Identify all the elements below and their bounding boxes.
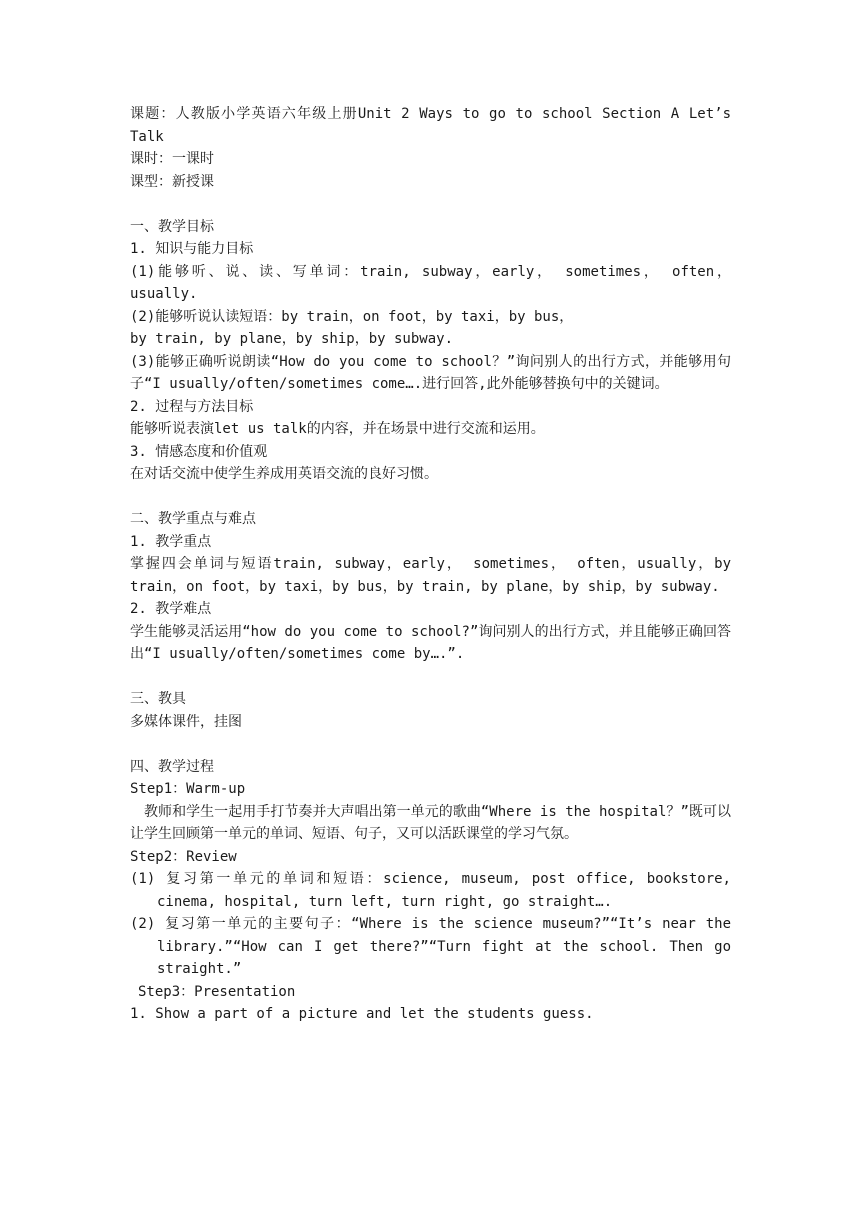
step-review: Step2：Review bbox=[130, 848, 237, 865]
process-text: 能够听说表演let us talk的内容，并在场景中进行交流和运用。 bbox=[130, 421, 545, 437]
section-heading-materials: 三、教具 bbox=[130, 691, 186, 707]
lesson-plan-document bbox=[130, 103, 731, 1026]
subheading-attitude: 3. 情感态度和价值观 bbox=[130, 443, 268, 460]
difficulty-text: 学生能够灵活运用“how do you come to school?”询问别人的出行方式，并且能够正确回答出“I usually/often/sometimes come by….”. bbox=[130, 623, 731, 662]
spacer bbox=[130, 486, 731, 509]
lesson-period: 课时：一课时 bbox=[130, 151, 214, 167]
spacer bbox=[130, 733, 731, 756]
step-presentation: Step3：Presentation bbox=[138, 983, 296, 1000]
review-item-1: (1) 复习第一单元的单词和短语：science, museum, post office, bookstore, cinema, hospital, turn left, turn right, go straight…. bbox=[130, 871, 731, 910]
review-item-2: (2) 复习第一单元的主要句子：“Where is the science museum?”“It’s near the library.”“How can I get there?”“Turn fight at the school. Then go straight.” bbox=[130, 916, 731, 977]
objective-sentences: (3)能够正确听说朗读“How do you come to school？”询问别人的出行方式，并能够用句子“I usually/often/sometimes come….进行回答,此外能够替换句中的关键词。 bbox=[130, 353, 731, 392]
section-heading-key-points: 二、教学重点与难点 bbox=[130, 511, 256, 527]
presentation-item-1: 1. Show a part of a picture and let the students guess. bbox=[130, 1006, 594, 1022]
lesson-type: 课型：新授课 bbox=[130, 173, 214, 190]
objective-words: (1)能够听、说、读、写单词：train, subway，early， sometimes， often，usually. bbox=[130, 263, 731, 302]
subheading-process: 2. 过程与方法目标 bbox=[130, 398, 254, 415]
subheading-focus: 1. 教学重点 bbox=[130, 533, 212, 550]
objective-phrases: (2)能够听说认读短语：by train，on foot，by taxi，by bus， bbox=[130, 308, 574, 325]
step-warm-up: Step1：Warm-up bbox=[130, 781, 246, 797]
subheading-knowledge: 1. 知识与能力目标 bbox=[130, 241, 254, 257]
spacer bbox=[130, 666, 731, 689]
subheading-difficulty: 2. 教学难点 bbox=[130, 601, 212, 617]
warm-up-text: 教师和学生一起用手打节奏并大声唱出第一单元的歌曲“Where is the hospital？”既可以让学生回顾第一单元的单词、短语、句子，又可以活跃课堂的学习气氛。 bbox=[130, 803, 731, 842]
attitude-text: 在对话交流中使学生养成用英语交流的良好习惯。 bbox=[130, 466, 438, 482]
objective-phrases-cont: by train, by plane，by ship，by subway. bbox=[130, 331, 454, 347]
materials-text: 多媒体课件，挂图 bbox=[130, 713, 242, 730]
lesson-title: 课题：人教版小学英语六年级上册Unit 2 Ways to go to school Section A Let’s Talk bbox=[130, 106, 731, 145]
section-heading-objectives: 一、教学目标 bbox=[130, 218, 214, 235]
focus-text: 掌握四会单词与短语train, subway，early， sometimes， often，usually，by train，on foot，by taxi，by bus，by train, by plane，by ship，by subway. bbox=[130, 556, 731, 595]
section-heading-procedure: 四、教学过程 bbox=[130, 758, 214, 775]
spacer bbox=[130, 193, 731, 216]
